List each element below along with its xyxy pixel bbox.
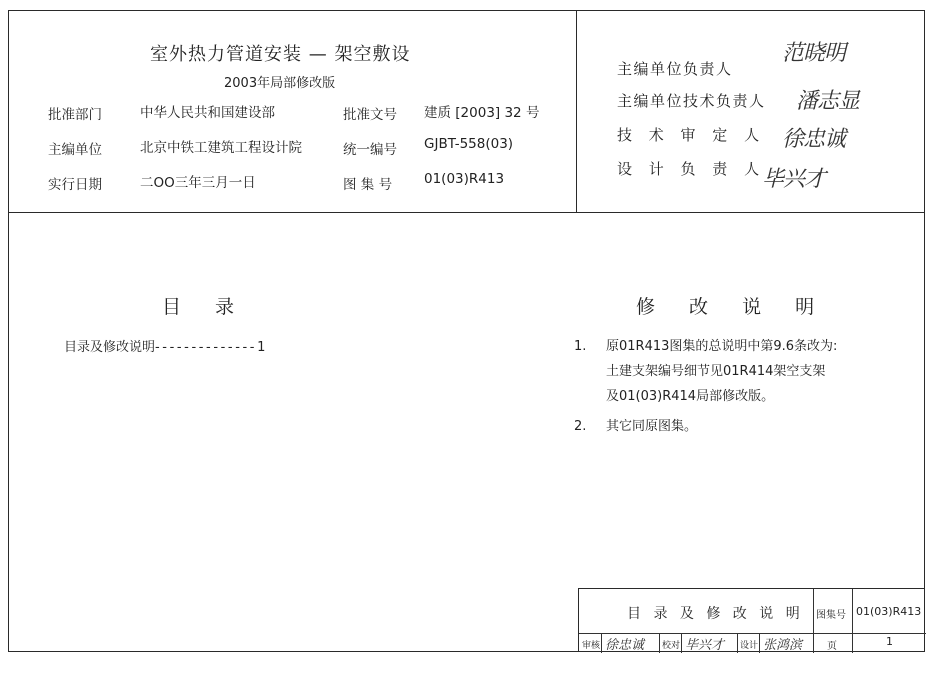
- signature: 范晓明: [782, 41, 846, 66]
- signature: 毕兴才: [762, 167, 826, 192]
- check-signature: 毕兴才: [685, 638, 725, 653]
- title-block: [578, 588, 925, 652]
- page-label: 页: [827, 641, 837, 652]
- editor-unit-label: 主编单位: [48, 142, 102, 158]
- atlas-title: 室外热力管道安装 — 架空敷设: [150, 44, 411, 65]
- note-line: 及01(03)R414局部修改版。: [606, 389, 775, 404]
- design-label: 设计: [740, 641, 759, 651]
- check-label: 校对: [662, 641, 681, 651]
- toc-item-page: 1: [257, 340, 266, 355]
- signoff-role: 主编单位技术负责人: [617, 92, 766, 110]
- atlas-no-value: 01(03)R413: [424, 171, 505, 187]
- signature: 潘志显: [796, 89, 860, 114]
- header-bottom-rule: [8, 212, 925, 213]
- note-number: 2.: [574, 419, 587, 434]
- approval-doc-label: 批准文号: [343, 107, 397, 123]
- signature: 徐忠诚: [782, 127, 846, 152]
- effective-date-value: 二OO三年三月一日: [140, 175, 256, 191]
- approval-dept-value: 中华人民共和国建设部: [140, 105, 275, 121]
- review-label: 审核: [582, 641, 601, 651]
- note-line: 原01R413图集的总说明中第9.6条改为:: [606, 339, 838, 354]
- notes-heading: 修 改 说 明: [636, 296, 829, 318]
- toc-item-leader: --------------: [155, 340, 258, 355]
- signoff-role: 技 术 审 定 人: [617, 126, 766, 144]
- review-signature: 徐忠诚: [605, 638, 645, 653]
- approval-dept-label: 批准部门: [48, 107, 102, 123]
- header-divider: [576, 10, 577, 212]
- note-number: 1.: [574, 339, 587, 354]
- note-line: 土建支架编号细节见01R414架空支架: [606, 364, 826, 379]
- signoff-role: 设 计 负 责 人: [617, 160, 766, 178]
- toc-item-text: 目录及修改说明: [64, 340, 156, 355]
- editor-unit-value: 北京中铁工建筑工程设计院: [140, 140, 302, 156]
- unified-no-value: GJBT-558(03): [424, 136, 514, 152]
- design-signature: 张鸿滨: [763, 638, 803, 653]
- title-block-name: 目 录 及 修 改 说 明: [627, 606, 804, 622]
- approval-doc-value: 建质 [2003] 32 号: [424, 105, 540, 121]
- page-number: 1: [886, 635, 893, 648]
- toc-heading: 目 录: [162, 296, 249, 318]
- signoff-role: 主编单位负责人: [617, 60, 733, 78]
- atlas-no-small: 01(03)R413: [856, 605, 922, 618]
- effective-date-label: 实行日期: [48, 177, 102, 193]
- atlas-subtitle: 2003年局部修改版: [224, 76, 336, 91]
- toc-item: [64, 336, 265, 355]
- note-line: 其它同原图集。: [606, 419, 698, 434]
- atlas-no-label-small: 图集号: [816, 610, 846, 621]
- unified-no-label: 统一编号: [343, 142, 397, 158]
- atlas-no-label: 图 集 号: [343, 177, 393, 193]
